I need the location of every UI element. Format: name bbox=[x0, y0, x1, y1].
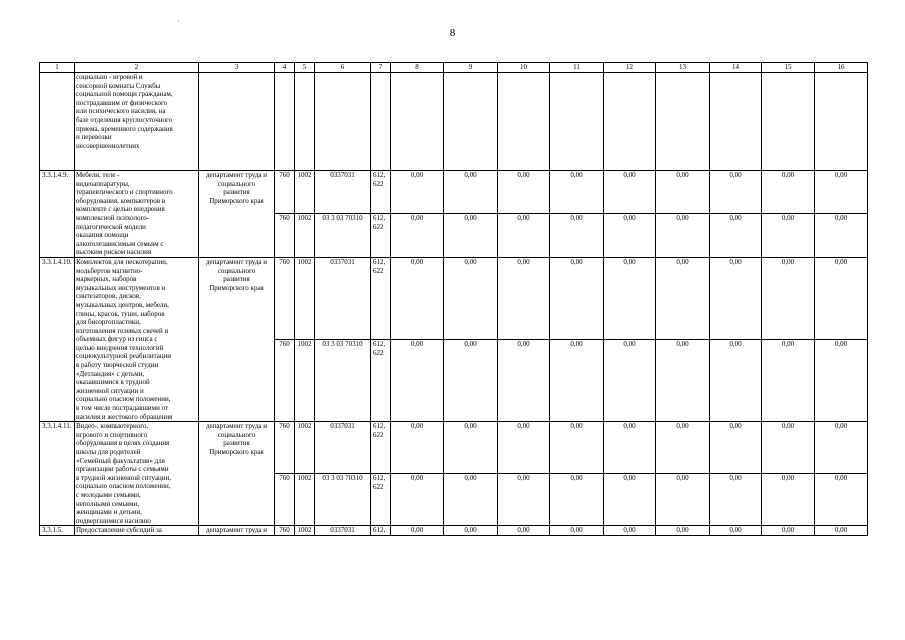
section-code-cell: 1002 bbox=[295, 214, 315, 257]
target-article-cell: 03 3 03 70310 bbox=[315, 214, 371, 257]
item-number-cell: 3.3.1.4.10. bbox=[40, 257, 75, 421]
amount-cell: 0,00 bbox=[815, 214, 868, 257]
amount-cell: 0,00 bbox=[656, 422, 710, 474]
amount-cell: 0,00 bbox=[710, 340, 762, 422]
table-row bbox=[40, 171, 868, 214]
column-number-cell: 16 bbox=[815, 63, 868, 73]
empty-cell bbox=[275, 73, 295, 171]
target-article-cell: 0337031 bbox=[315, 257, 371, 339]
amount-cell: 0,00 bbox=[815, 526, 868, 536]
amount-cell: 0,00 bbox=[498, 257, 550, 339]
amount-cell: 0,00 bbox=[762, 340, 815, 422]
amount-cell: 0,00 bbox=[498, 214, 550, 257]
amount-cell: 0,00 bbox=[498, 171, 550, 214]
chapter-code-cell: 760 bbox=[275, 526, 295, 536]
amount-cell: 0,00 bbox=[762, 474, 815, 526]
amount-cell: 0,00 bbox=[762, 171, 815, 214]
amount-cell: 0,00 bbox=[444, 422, 498, 474]
amount-cell: 0,00 bbox=[444, 526, 498, 536]
column-number-cell: 6 bbox=[315, 63, 371, 73]
amount-cell: 0,00 bbox=[550, 526, 604, 536]
amount-cell: 0,00 bbox=[604, 474, 656, 526]
amount-cell: 0,00 bbox=[762, 257, 815, 339]
chapter-code-cell: 760 bbox=[275, 171, 295, 214]
description-cell: Видео-, компьютерного, игрового и спортивного оборудования в целях создания школы для родителей «Семейный факультатив» для организации работы с семьями в трудной жизненной ситуации, социально опасном положении, с молодыми семьями, неполными семьями, женщинами и детьми, подвергшимися насилию bbox=[75, 422, 199, 526]
expense-type-cell: 612, 622 bbox=[371, 474, 391, 526]
amount-cell: 0,00 bbox=[550, 214, 604, 257]
amount-cell: 0,00 bbox=[604, 422, 656, 474]
header-row bbox=[40, 63, 868, 73]
item-number-cell: 3.3.1.5. bbox=[40, 526, 75, 536]
item-number-cell: 3.3.1.4.11. bbox=[40, 422, 75, 526]
expense-type-cell: 612, 622 bbox=[371, 340, 391, 422]
chapter-code-cell: 760 bbox=[275, 257, 295, 339]
empty-cell bbox=[815, 73, 868, 171]
page-number: 8 bbox=[449, 27, 456, 39]
amount-cell: 0,00 bbox=[550, 340, 604, 422]
budget-table bbox=[39, 62, 868, 536]
empty-cell bbox=[550, 73, 604, 171]
chapter-code-cell: 760 bbox=[275, 214, 295, 257]
amount-cell: 0,00 bbox=[656, 474, 710, 526]
section-code-cell: 1002 bbox=[295, 257, 315, 339]
column-number-cell: 9 bbox=[444, 63, 498, 73]
empty-cell bbox=[315, 73, 371, 171]
empty-cell bbox=[371, 73, 391, 171]
amount-cell: 0,00 bbox=[710, 257, 762, 339]
column-number-cell: 1 bbox=[40, 63, 75, 73]
column-number-cell: 10 bbox=[498, 63, 550, 73]
section-code-cell: 1002 bbox=[295, 474, 315, 526]
column-number-cell: 3 bbox=[199, 63, 275, 73]
amount-cell: 0,00 bbox=[604, 257, 656, 339]
amount-cell: 0,00 bbox=[762, 422, 815, 474]
amount-cell: 0,00 bbox=[498, 526, 550, 536]
column-number-cell: 13 bbox=[656, 63, 710, 73]
item-number-cell: 3.3.1.4.9. bbox=[40, 171, 75, 258]
department-cell: департамент труда и bbox=[199, 526, 275, 536]
column-number-cell: 7 bbox=[371, 63, 391, 73]
expense-type-cell: 612, 622 bbox=[371, 171, 391, 214]
empty-cell bbox=[199, 73, 275, 171]
amount-cell: 0,00 bbox=[762, 526, 815, 536]
department-cell: департамент труда и социального развития Приморского края bbox=[199, 422, 275, 526]
amount-cell: 0,00 bbox=[391, 171, 444, 214]
amount-cell: 0,00 bbox=[710, 422, 762, 474]
chapter-code-cell: 760 bbox=[275, 422, 295, 474]
amount-cell: 0,00 bbox=[498, 422, 550, 474]
amount-cell: 0,00 bbox=[656, 526, 710, 536]
amount-cell: 0,00 bbox=[762, 214, 815, 257]
amount-cell: 0,00 bbox=[710, 171, 762, 214]
amount-cell: 0,00 bbox=[815, 171, 868, 214]
amount-cell: 0,00 bbox=[444, 474, 498, 526]
amount-cell: 0,00 bbox=[604, 340, 656, 422]
empty-cell bbox=[710, 73, 762, 171]
amount-cell: 0,00 bbox=[550, 171, 604, 214]
amount-cell: 0,00 bbox=[656, 171, 710, 214]
amount-cell: 0,00 bbox=[604, 526, 656, 536]
amount-cell: 0,00 bbox=[391, 422, 444, 474]
amount-cell: 0,00 bbox=[710, 526, 762, 536]
amount-cell: 0,00 bbox=[391, 214, 444, 257]
column-number-cell: 2 bbox=[75, 63, 199, 73]
column-number-cell: 5 bbox=[295, 63, 315, 73]
expense-type-cell: 612, 622 bbox=[371, 257, 391, 339]
amount-cell: 0,00 bbox=[444, 257, 498, 339]
amount-cell: 0,00 bbox=[656, 214, 710, 257]
column-number-cell: 11 bbox=[550, 63, 604, 73]
amount-cell: 0,00 bbox=[391, 340, 444, 422]
empty-cell bbox=[604, 73, 656, 171]
amount-cell: 0,00 bbox=[391, 526, 444, 536]
column-number-cell: 12 bbox=[604, 63, 656, 73]
expense-type-cell: 612, 622 bbox=[371, 214, 391, 257]
amount-cell: 0,00 bbox=[815, 422, 868, 474]
section-code-cell: 1002 bbox=[295, 171, 315, 214]
table-row bbox=[40, 73, 868, 171]
chapter-code-cell: 760 bbox=[275, 474, 295, 526]
section-code-cell: 1002 bbox=[295, 422, 315, 474]
section-code-cell: 1002 bbox=[295, 340, 315, 422]
amount-cell: 0,00 bbox=[815, 340, 868, 422]
amount-cell: 0,00 bbox=[604, 214, 656, 257]
amount-cell: 0,00 bbox=[550, 422, 604, 474]
amount-cell: 0,00 bbox=[550, 257, 604, 339]
table-row bbox=[40, 422, 868, 474]
amount-cell: 0,00 bbox=[656, 257, 710, 339]
section-code-cell: 1002 bbox=[295, 526, 315, 536]
amount-cell: 0,00 bbox=[444, 171, 498, 214]
amount-cell: 0,00 bbox=[391, 257, 444, 339]
amount-cell: 0,00 bbox=[550, 474, 604, 526]
amount-cell: 0,00 bbox=[815, 257, 868, 339]
table-row bbox=[40, 526, 868, 536]
target-article-cell: 03 3 03 70310 bbox=[315, 474, 371, 526]
empty-cell bbox=[656, 73, 710, 171]
table-row bbox=[40, 257, 868, 339]
department-cell: департамент труда и социального развития Приморского края bbox=[199, 257, 275, 421]
empty-cell bbox=[498, 73, 550, 171]
chapter-code-cell: 760 bbox=[275, 340, 295, 422]
department-cell: департамент труда и социального развития Приморского края bbox=[199, 171, 275, 258]
amount-cell: 0,00 bbox=[815, 474, 868, 526]
amount-cell: 0,00 bbox=[710, 474, 762, 526]
empty-cell bbox=[295, 73, 315, 171]
column-number-cell: 8 bbox=[391, 63, 444, 73]
description-cell: социально - игровой и сенсорной комнаты Службы социальной помощи гражданам, пострадавшим от физического или психического насилия, на базе отделения круглосуточного приема, временного содержания и перевозки несовершеннолетних bbox=[75, 73, 199, 171]
target-article-cell: 03 3 03 70310 bbox=[315, 340, 371, 422]
amount-cell: 0,00 bbox=[444, 214, 498, 257]
empty-cell bbox=[762, 73, 815, 171]
empty-cell bbox=[444, 73, 498, 171]
amount-cell: 0,00 bbox=[444, 340, 498, 422]
expense-type-cell: 612, 622 bbox=[371, 422, 391, 474]
description-cell: Комплектов для пескотерапии, мольбертов магнитно- маркерных, наборов музыкальных инструментов и синтезаторов, дисков, музыкальных центров, мебели, глины, красок, туши, наборов для биоэргопластики, изготовления гелевых свечей и объемных фигур из гипса с целью внедрения технологий социокультурной реабилитации в работу творческой студии «Детландия» с детьми, оказавшимися в трудной жизненной ситуации и социально опасном положении, в том числе пострадавшими от насилия и жестокого обращения bbox=[75, 257, 199, 421]
column-number-cell: 4 bbox=[275, 63, 295, 73]
id-cell bbox=[40, 73, 75, 171]
amount-cell: 0,00 bbox=[710, 214, 762, 257]
description-cell: Мебели, теле - видеоаппаратуры, терапевтического и спортивного оборудования, компьютеров в комплекте с целью внедрения комплексной психолого- педагогической модели оказания помощи алкоголезависимым семьям с высоким риском насилия bbox=[75, 171, 199, 258]
target-article-cell: 0337031 bbox=[315, 526, 371, 536]
amount-cell: 0,00 bbox=[604, 171, 656, 214]
description-cell: Предоставление субсидий за bbox=[75, 526, 199, 536]
column-number-cell: 15 bbox=[762, 63, 815, 73]
amount-cell: 0,00 bbox=[656, 340, 710, 422]
empty-cell bbox=[391, 73, 444, 171]
scan-mark: · bbox=[177, 17, 180, 26]
target-article-cell: 0337031 bbox=[315, 422, 371, 474]
expense-type-cell: 612, bbox=[371, 526, 391, 536]
column-number-cell: 14 bbox=[710, 63, 762, 73]
amount-cell: 0,00 bbox=[498, 474, 550, 526]
amount-cell: 0,00 bbox=[391, 474, 444, 526]
target-article-cell: 0337031 bbox=[315, 171, 371, 214]
amount-cell: 0,00 bbox=[498, 340, 550, 422]
